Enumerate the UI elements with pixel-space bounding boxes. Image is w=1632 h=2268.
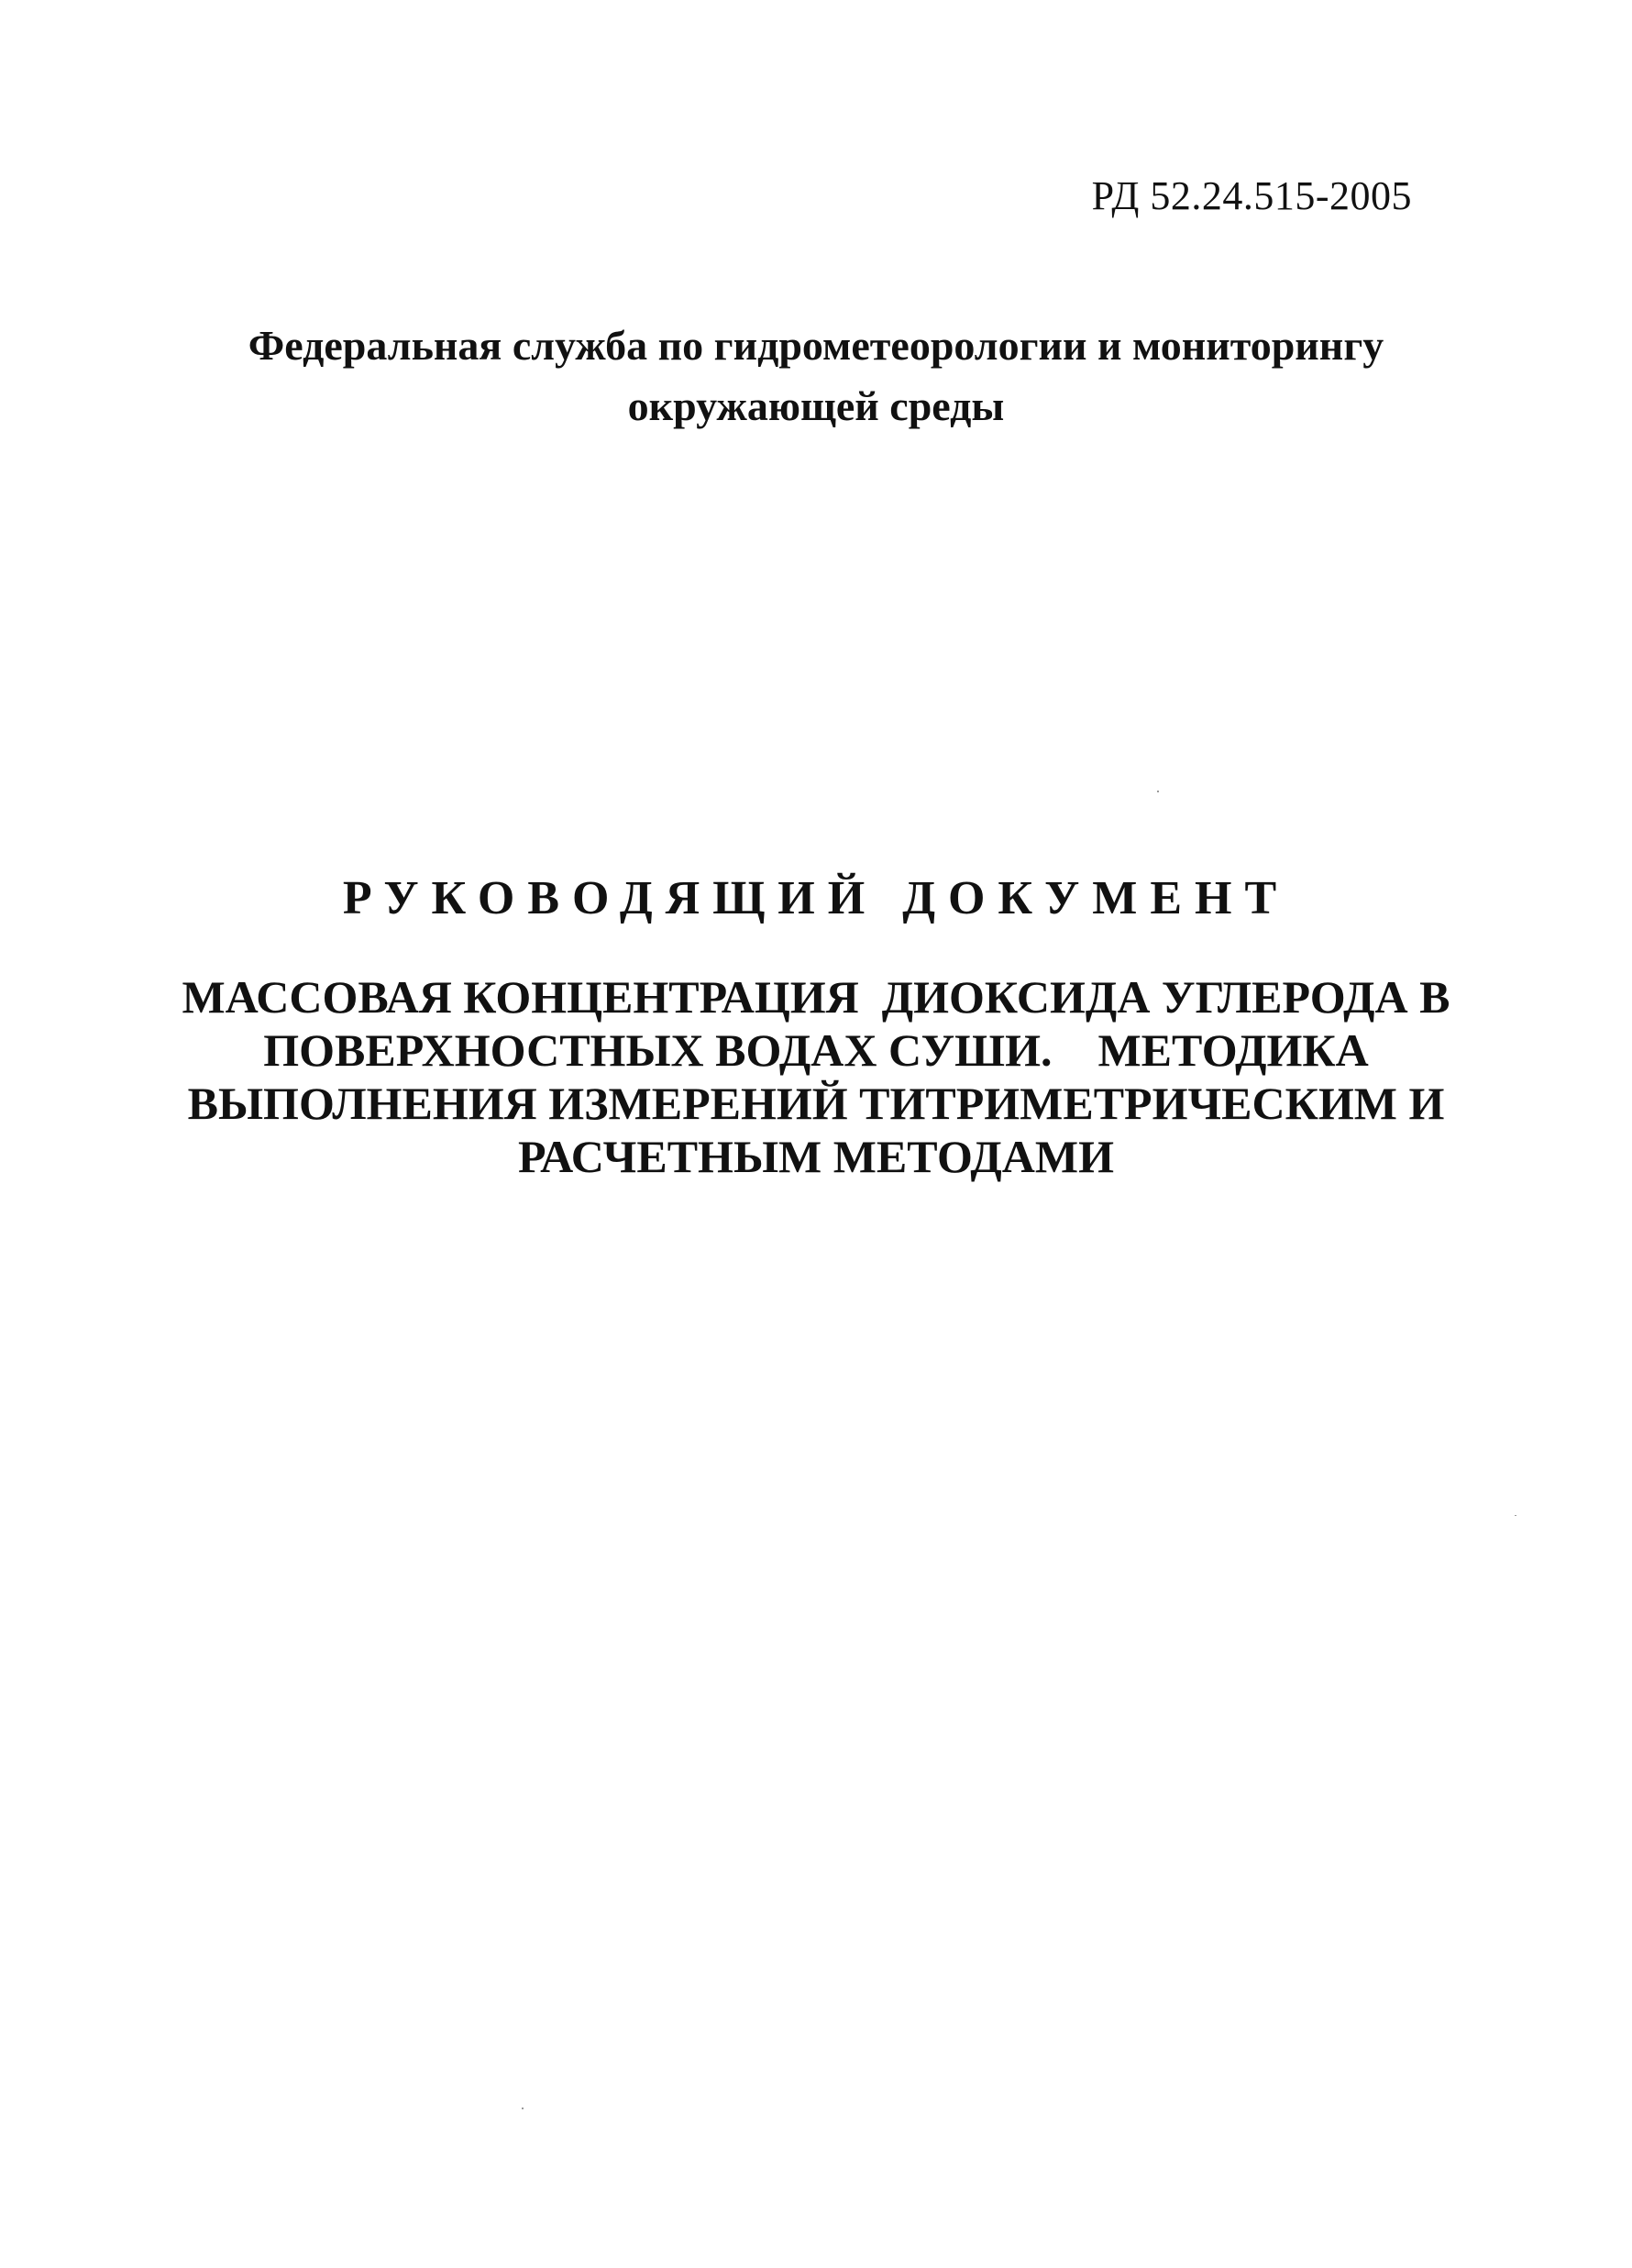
scan-speck [1515, 1515, 1516, 1516]
document-type-heading: РУКОВОДЯЩИЙ ДОКУМЕНТ [342, 872, 1290, 924]
title-line: МАССОВАЯ КОНЦЕНТРАЦИЯ ДИОКСИДА УГЛЕРОДА В [182, 971, 1450, 1023]
agency-line: Федеральная служба по гидрометеорологии и мониторингу [248, 322, 1384, 369]
agency-name [0, 315, 1632, 437]
document-title [110, 970, 1522, 1183]
title-line: ВЫПОЛНЕНИЯ ИЗМЕРЕНИЙ ТИТРИМЕТРИЧЕСКИМ И [187, 1078, 1445, 1129]
title-line: ПОВЕРХНОСТНЫХ ВОДАХ СУШИ. МЕТОДИКА [263, 1024, 1369, 1076]
scan-speck [1157, 791, 1159, 792]
document-code: РД 52.24.515-2005 [1091, 173, 1412, 218]
title-line: РАСЧЕТНЫМ МЕТОДАМИ [518, 1131, 1114, 1182]
scan-speck [522, 2108, 524, 2109]
agency-line: окружающей среды [627, 382, 1005, 429]
